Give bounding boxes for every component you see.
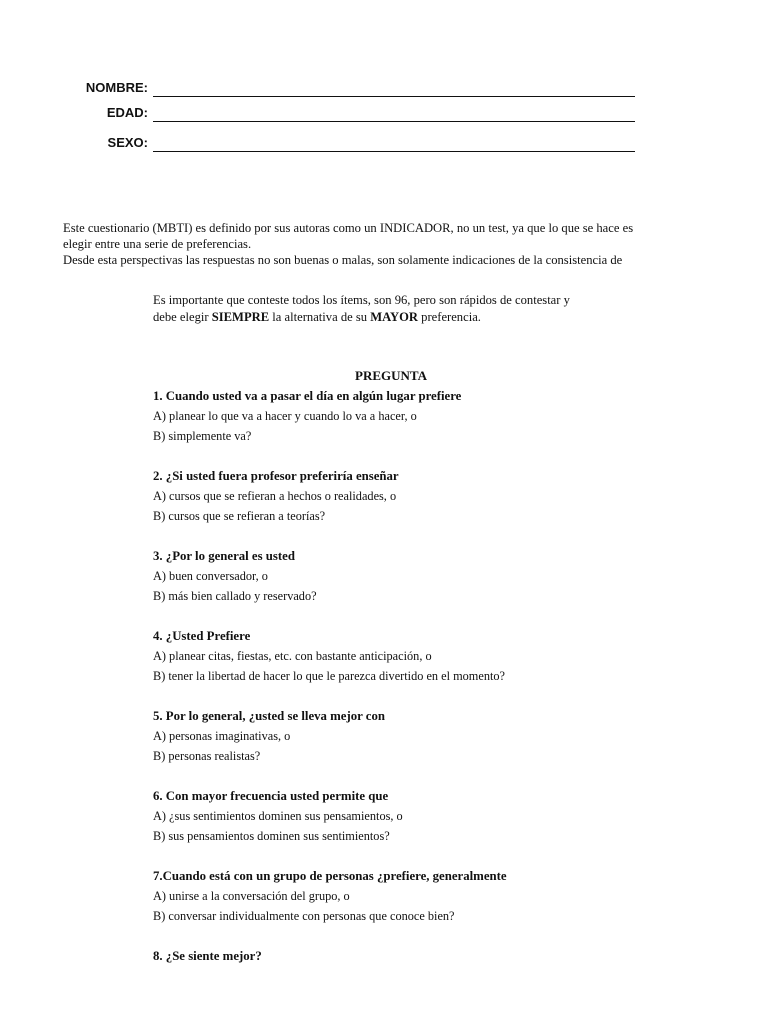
intro-line: Desde esta perspectivas las respuestas no son buenas o malas, son solamente indicaciones de la consistencia de: [63, 253, 623, 267]
question-7: [153, 867, 713, 926]
sex-field[interactable]: [153, 151, 635, 152]
option-b[interactable]: B) simplemente va?: [153, 429, 252, 443]
intro-line: elegir entre una serie de preferencias.: [63, 237, 252, 251]
question-1: [153, 387, 713, 446]
note-emphasis-mayor: MAYOR: [370, 310, 419, 324]
question-title: 8. ¿Se siente mejor?: [153, 949, 262, 963]
question-8: [153, 947, 713, 966]
question-4: [153, 627, 713, 686]
question-6: [153, 787, 713, 846]
sex-label: SEXO:: [107, 135, 148, 150]
option-a[interactable]: A) cursos que se refieran a hechos o realidades, o: [153, 489, 397, 503]
option-a[interactable]: A) buen conversador, o: [153, 569, 268, 583]
note-text: preferencia.: [418, 310, 481, 324]
question-title: 5. Por lo general, ¿usted se lleva mejor con: [153, 709, 385, 723]
option-a[interactable]: A) unirse a la conversación del grupo, o: [153, 889, 350, 903]
question-3: [153, 547, 713, 606]
option-a[interactable]: A) planear citas, fiestas, etc. con bastante anticipación, o: [153, 649, 432, 663]
option-b[interactable]: B) personas realistas?: [153, 749, 261, 763]
option-b[interactable]: B) conversar individualmente con personas que conoce bien?: [153, 909, 455, 923]
option-a[interactable]: A) planear lo que va a hacer y cuando lo va a hacer, o: [153, 409, 417, 423]
option-b[interactable]: B) tener la libertad de hacer lo que le parezca divertido en el momento?: [153, 669, 506, 683]
question-title: 2. ¿Si usted fuera profesor preferiría enseñar: [153, 469, 399, 483]
question-2: [153, 467, 713, 526]
question-title: 4. ¿Usted Prefiere: [153, 629, 251, 643]
age-label: EDAD:: [106, 105, 148, 120]
note-line: Es importante que conteste todos los ítems, son 96, pero son rápidos de contestar y: [153, 293, 570, 307]
option-a[interactable]: A) ¿sus sentimientos dominen sus pensamientos, o: [153, 809, 403, 823]
name-field[interactable]: [153, 96, 635, 97]
section-title: PREGUNTA: [355, 368, 427, 383]
note-line: [153, 309, 673, 326]
option-b[interactable]: B) cursos que se refieran a teorías?: [153, 509, 326, 523]
note-emphasis-siempre: SIEMPRE: [211, 310, 270, 324]
name-label: NOMBRE:: [85, 80, 148, 95]
question-title: 7.Cuando está con un grupo de personas ¿prefiere, generalmente: [153, 869, 507, 883]
option-a[interactable]: A) personas imaginativas, o: [153, 729, 291, 743]
question-title: 6. Con mayor frecuencia usted permite que: [153, 789, 389, 803]
intro-paragraph: [63, 220, 683, 268]
age-field[interactable]: [153, 121, 635, 122]
instructions-note: [153, 292, 673, 326]
question-list: [153, 387, 713, 987]
question-title: 1. Cuando usted va a pasar el día en algún lugar prefiere: [153, 389, 462, 403]
question-5: [153, 707, 713, 766]
note-text: la alternativa de su: [269, 310, 371, 324]
question-title: 3. ¿Por lo general es usted: [153, 549, 295, 563]
option-b[interactable]: B) sus pensamientos dominen sus sentimientos?: [153, 829, 390, 843]
note-text: debe elegir: [153, 310, 212, 324]
option-b[interactable]: B) más bien callado y reservado?: [153, 589, 317, 603]
intro-line: Este cuestionario (MBTI) es definido por sus autoras como un INDICADOR, no un test, ya que lo que se hace es: [63, 221, 634, 235]
